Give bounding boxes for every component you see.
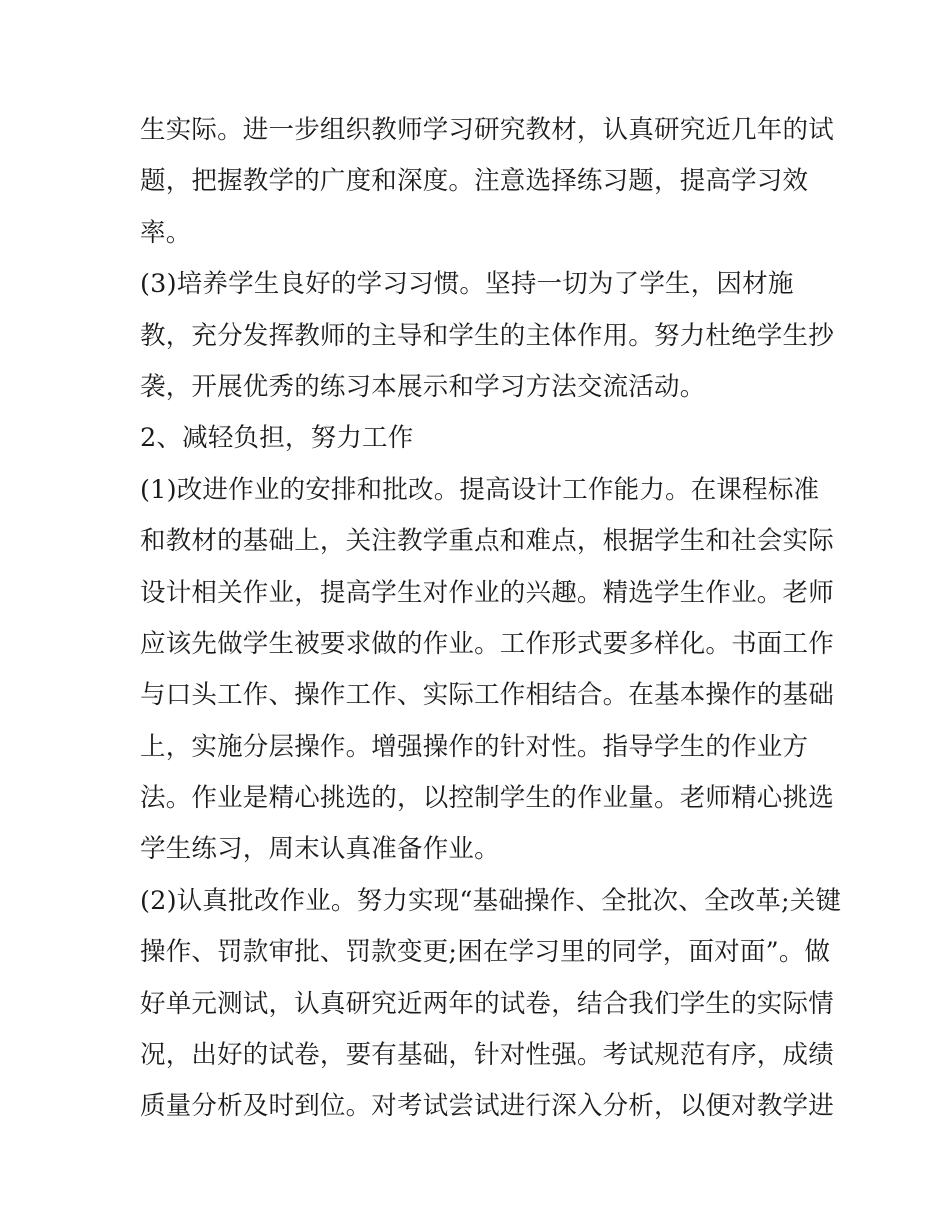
text-line: 况，出好的试卷，要有基础，针对性强。考试规范有序，成绩: [140, 1040, 834, 1071]
text-line: 上，实施分层操作。增强操作的针对性。指导学生的作业方: [140, 731, 809, 762]
text-line: 率。: [140, 217, 192, 248]
text-line: (1)改进作业的安排和批改。提高设计工作能力。在课程标准: [140, 474, 820, 505]
text-line: 质量分析及时到位。对考试尝试进行深入分析，以便对教学进: [140, 1091, 834, 1122]
text-line: 和教材的基础上，关注教学重点和难点，根据学生和社会实际: [140, 526, 834, 557]
text-line: 生实际。进一步组织教师学习研究教材，认真研究近几年的试: [140, 115, 834, 145]
text-line: 好单元测试，认真研究近两年的试卷，结合我们学生的实际情: [140, 988, 834, 1019]
section-heading: 2、减轻负担，努力工作: [140, 423, 414, 454]
text-line: 应该先做学生被要求做的作业。工作形式要多样化。书面工作: [140, 628, 834, 659]
text-line: 法。作业是精心挑选的，以控制学生的作业量。老师精心挑选: [140, 783, 834, 814]
text-line: 设计相关作业，提高学生对作业的兴趣。精选学生作业。老师: [140, 577, 834, 608]
text-line: 教，充分发挥教师的主导和学生的主体作用。努力杜绝学生抄: [140, 320, 834, 351]
text-line: 操作、罚款审批、罚款变更;困在学习里的同学，面对面”。做: [140, 937, 831, 968]
text-line: 与口头工作、操作工作、实际工作相结合。在基本操作的基础: [140, 680, 834, 711]
text-line: (3)培养学生良好的学习习惯。坚持一切为了学生，因材施: [140, 269, 794, 300]
text-line: (2)认真批改作业。努力实现“基础操作、全批次、全改革;关键: [140, 885, 842, 916]
text-line: 学生练习，周末认真准备作业。: [140, 834, 500, 865]
body-text: [140, 105, 842, 1133]
text-line: 题，把握教学的广度和深度。注意选择练习题，提高学习效: [140, 166, 809, 197]
text-line: 袭，开展优秀的练习本展示和学习方法交流活动。: [140, 371, 706, 402]
